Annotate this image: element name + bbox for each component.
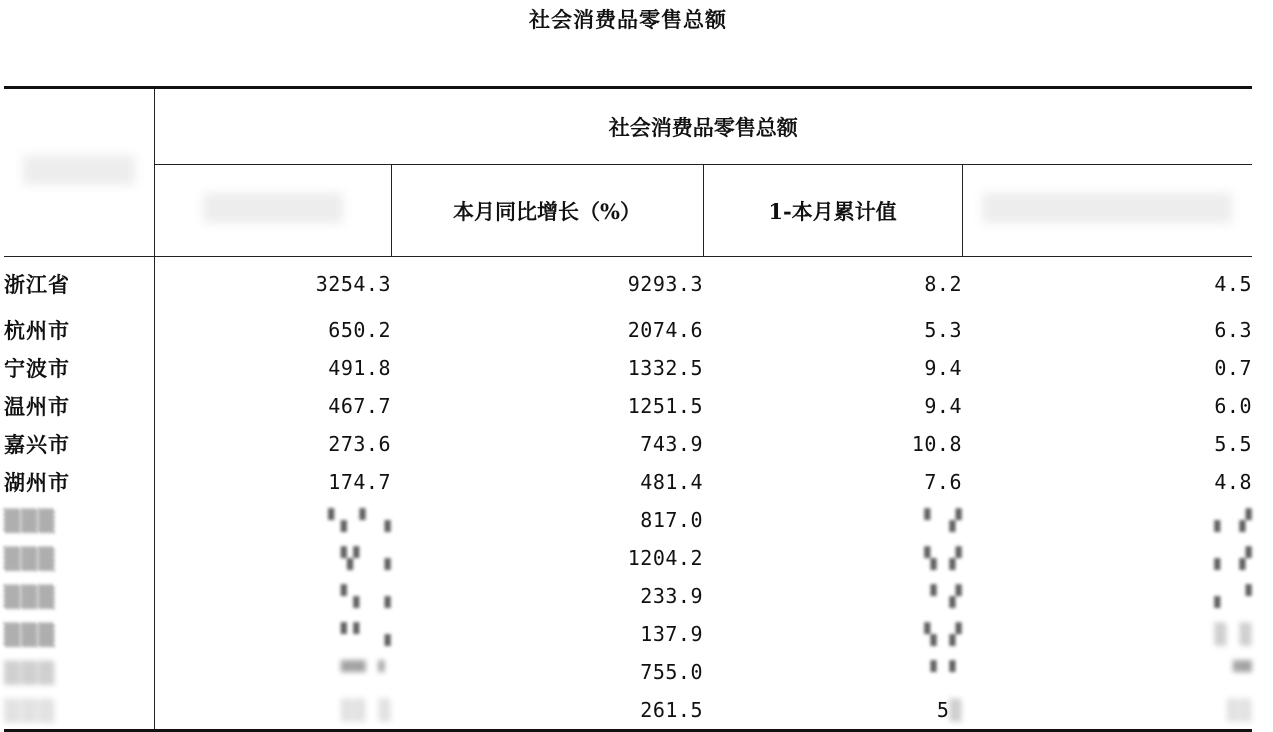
region-name-obscured: ▒▒▒ (4, 615, 154, 653)
table-row (4, 387, 1252, 425)
region-name: 湖州市 (4, 463, 154, 501)
cell-value: 174.7 (328, 470, 391, 494)
cell-value: 755.0 (640, 660, 703, 684)
table-row (4, 463, 1252, 501)
cell-value-obscured: ▚ ▞ (924, 622, 962, 646)
sub-header-1 (154, 165, 391, 257)
table-row (4, 425, 1252, 463)
table-row (4, 349, 1252, 387)
cell-value: 273.6 (328, 432, 391, 456)
obscured-header-text (23, 155, 135, 185)
group-header: 社会消费品零售总额 (154, 88, 1252, 165)
cell-value-obscured: ▘▖ ▗ (340, 584, 391, 608)
table-header (4, 88, 1252, 257)
cell-value-obscured: ▝ ▞ (924, 584, 962, 608)
cell-value-obscured: ▒▒ ▒ (154, 691, 391, 731)
cell-value: 9.4 (924, 356, 962, 380)
cell-value: 743.9 (640, 432, 703, 456)
cell-value: 4.8 (1214, 470, 1252, 494)
cell-value: 650.2 (328, 318, 391, 342)
cell-value: 8.2 (924, 272, 962, 296)
cell-value: 467.7 (328, 394, 391, 418)
region-name-obscured: ▒▒▒ (4, 539, 154, 577)
region-name: 嘉兴市 (4, 425, 154, 463)
cell-value-obscured: ▒ ▒ (1214, 622, 1252, 646)
cell-value-obscured: ▚▘ ▗ (340, 546, 391, 570)
region-name-obscured: ▒▒▒ (4, 501, 154, 539)
cell-value-obscured: ▀▀ ▘ (340, 660, 391, 684)
cell-value: 137.9 (640, 622, 703, 646)
cell-value: 261.5 (391, 691, 703, 731)
cell-value: 6.0 (1214, 394, 1252, 418)
cell-value-obscured: ▖ ▞ (1214, 508, 1252, 532)
cell-value-obscured: ▖ ▝ (1214, 584, 1252, 608)
cell-value: 817.0 (640, 508, 703, 532)
cell-value: 481.4 (640, 470, 703, 494)
cell-value: 7.6 (924, 470, 962, 494)
table-row (4, 577, 1252, 615)
cell-value: 1251.5 (627, 394, 703, 418)
cell-value-obscured: ▒▒ (962, 691, 1252, 731)
region-name: 杭州市 (4, 311, 154, 349)
sub-header-yoy-growth: 本月同比增长（%） (391, 165, 703, 257)
statistics-table-container (4, 86, 1268, 723)
cell-value: 233.9 (640, 584, 703, 608)
sub-header-4 (962, 165, 1252, 257)
region-name: 宁波市 (4, 349, 154, 387)
table-body (4, 257, 1252, 731)
table-row (4, 653, 1252, 691)
table-row (4, 501, 1252, 539)
cell-value: 10.8 (911, 432, 962, 456)
region-name-obscured: ▒▒▒ (4, 691, 154, 731)
cell-value: 491.8 (328, 356, 391, 380)
table-row (4, 539, 1252, 577)
cell-value-obscured: ▝ ▘ (924, 660, 962, 684)
cell-value-obscured: ▝▀ (1226, 660, 1252, 684)
cell-value: 5▒ (703, 691, 962, 731)
cell-value-obscured: ▚ ▞ (924, 546, 962, 570)
region-name-obscured: ▒▒▒ (4, 653, 154, 691)
retail-sales-table (4, 86, 1252, 732)
cell-value: 5.5 (1214, 432, 1252, 456)
cell-value-obscured: ▘ ▞ (924, 508, 962, 532)
partial-value: 5 (936, 698, 950, 722)
region-name: 浙江省 (4, 257, 154, 312)
page-title: 社会消费品零售总额 (529, 7, 727, 32)
cell-value: 1332.5 (627, 356, 703, 380)
table-row (4, 615, 1252, 653)
cell-value: 0.7 (1214, 356, 1252, 380)
table-row (4, 311, 1252, 349)
table-row (4, 691, 1252, 731)
cell-value-obscured: ▖ ▞ (1214, 546, 1252, 570)
obscured-header-text (982, 193, 1232, 223)
region-column-header (4, 88, 154, 257)
sub-header-cumulative: 1-本月累计值 (703, 165, 962, 257)
cell-value: 3254.3 (315, 272, 391, 296)
obscured-header-text (203, 193, 343, 223)
cell-value: 4.5 (1214, 272, 1252, 296)
cell-value: 6.3 (1214, 318, 1252, 342)
cell-value: 1204.2 (627, 546, 703, 570)
region-name-obscured: ▒▒▒ (4, 577, 154, 615)
region-name: 温州市 (4, 387, 154, 425)
cell-value: 5.3 (924, 318, 962, 342)
table-row (4, 257, 1252, 312)
cell-value-obscured: ▘▖▝ ▗ (328, 508, 391, 532)
cell-value: 9293.3 (627, 272, 703, 296)
cell-value: 2074.6 (627, 318, 703, 342)
cell-value: 9.4 (924, 394, 962, 418)
cell-value-obscured: ▘▘ ▗ (340, 622, 391, 646)
